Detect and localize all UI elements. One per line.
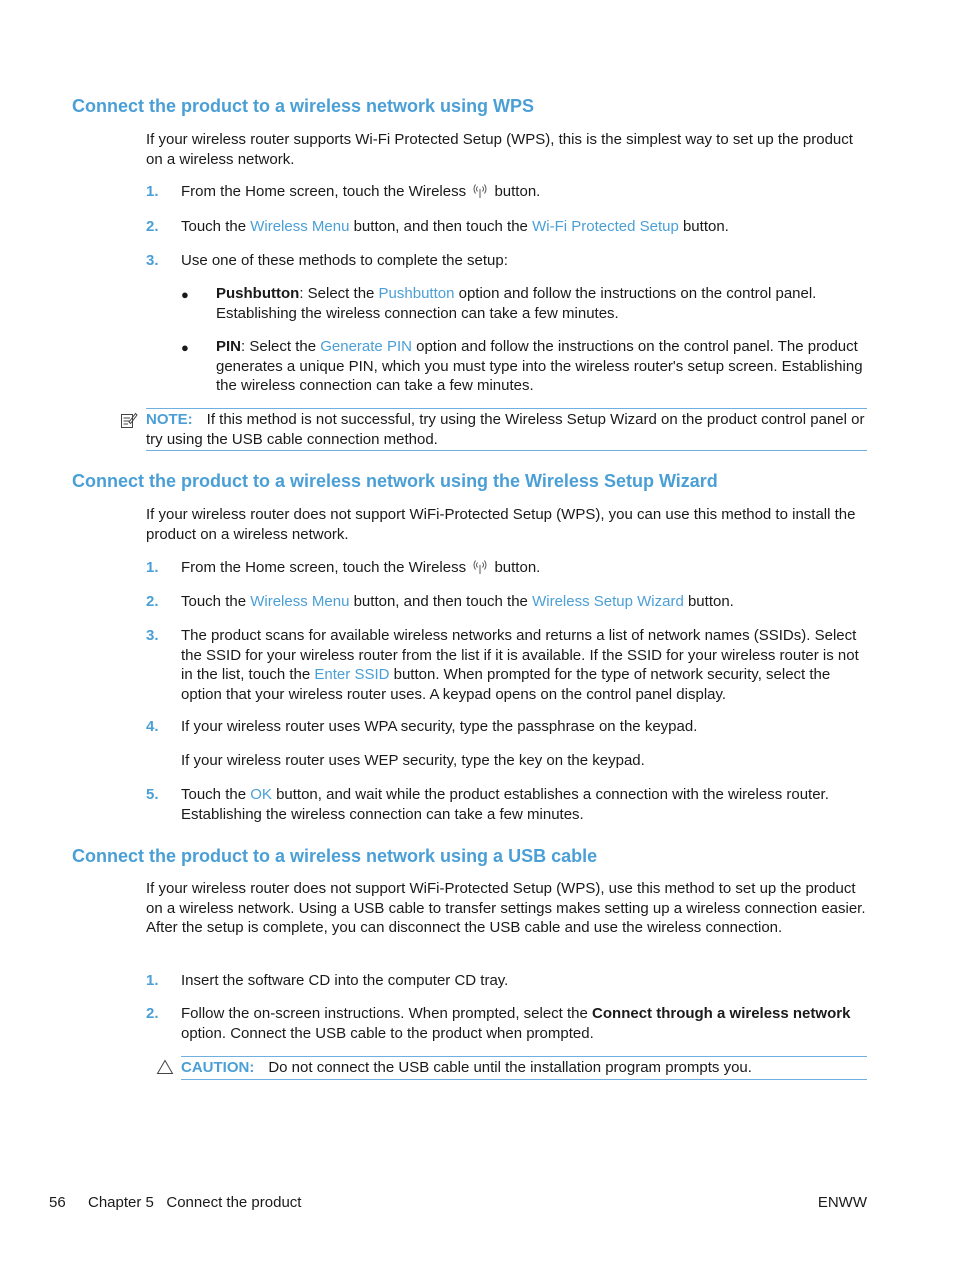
ok-link: OK (250, 786, 272, 803)
step-text (181, 558, 869, 578)
step-text (181, 182, 869, 202)
section-heading-wps: Connect the product to a wireless network using WPS (72, 96, 535, 116)
wireless-icon (472, 559, 488, 575)
bold-term: Pushbutton (216, 285, 300, 302)
text-run: button, and wait while the product establishes a connection with the wireless router. Establishing the wireless connection can take a few minutes. (181, 786, 829, 823)
caution-text: Do not connect the USB cable until the installation program prompts you. (268, 1059, 752, 1076)
step-number: 2. (146, 593, 159, 610)
caution-label: CAUTION: (181, 1059, 255, 1076)
step-number: 1. (146, 559, 159, 576)
bullet-dot: ● (181, 287, 189, 302)
caution-box (181, 1056, 867, 1080)
step-text-pre: From the Home screen, touch the Wireless (181, 559, 467, 576)
chapter-label: Chapter 5 Connect the product (88, 1194, 302, 1211)
text-run: button. (678, 218, 729, 235)
enter-ssid-link: Enter SSID (314, 666, 390, 683)
text-run: Touch the (181, 786, 251, 803)
footer-right: ENWW (817, 1194, 867, 1211)
bold-term: PIN (216, 338, 242, 355)
generate-pin-link: Generate PIN (320, 338, 412, 355)
text-run: option. Connect the USB cable to the product when prompted. (181, 1024, 594, 1042)
step-number: 3. (146, 627, 159, 644)
wireless-menu-link: Wireless Menu (250, 593, 350, 610)
section-intro: If your wireless router supports Wi-Fi Protected Setup (WPS), this is the simplest way to set up the product on a wireless network. (146, 131, 853, 168)
bullet-dot: ● (181, 340, 189, 355)
step-text: Use one of these methods to complete the setup: (181, 252, 508, 269)
step-number: 1. (146, 183, 159, 200)
bold-option: Connect through a wireless network (592, 1005, 851, 1022)
step-text (181, 592, 869, 612)
step-text (181, 1004, 869, 1043)
step-text (181, 217, 869, 237)
text-run: button. (683, 593, 734, 610)
text-run: option and follow the instructions on the control panel. The product generates a unique PIN, which you must type into the wireless router's setup screen. Establishing the wireless connection can take a few minutes. (216, 338, 863, 394)
section-intro: If your wireless router does not support WiFi-Protected Setup (WPS), use this method to set up the product on a wireless network. Using a USB cable to transfer settings makes setting up a wireless connection easier. After the setup is complete, you can disconnect the USB cable and use the wireless connection. (146, 880, 866, 936)
step-text (181, 785, 869, 824)
step-number: 1. (146, 972, 159, 989)
caution-icon (156, 1059, 174, 1075)
step-text: If your wireless router uses WPA security, type the passphrase on the keypad. (181, 718, 698, 735)
step-text-pre: From the Home screen, touch the Wireless (181, 183, 467, 200)
note-icon (120, 411, 138, 429)
wireless-icon (472, 183, 488, 199)
wireless-menu-link: Wireless Menu (250, 218, 350, 235)
bullet-text (216, 284, 871, 323)
text-run: option and follow the instructions on the control panel. Establishing the wireless connection can take a few minutes. (216, 285, 817, 322)
note-box (146, 408, 867, 451)
step-text-post: button. (494, 559, 541, 576)
wireless-setup-wizard-link: Wireless Setup Wizard (532, 593, 684, 610)
wifi-protected-setup-link: Wi-Fi Protected Setup (532, 218, 679, 235)
text-run: button, and then touch the (349, 593, 533, 610)
bullet-text (216, 337, 871, 396)
text-run: Follow the on-screen instructions. When prompted, select the (181, 1005, 593, 1022)
step-text-post: button. (494, 183, 541, 200)
text-run: The product scans for available wireless networks and returns a list of network names (SSIDs). Select the SSID for your wireless router from the list if it is available. If the SSID for your wireless router is not in the list, touch the (181, 627, 859, 683)
step-text-extra: If your wireless router uses WEP security, type the key on the keypad. (181, 752, 645, 769)
step-number: 3. (146, 252, 159, 269)
note-text: If this method is not successful, try using the Wireless Setup Wizard on the product control panel or try using the USB cable connection method. (146, 411, 865, 448)
step-number: 2. (146, 1005, 159, 1022)
step-number: 2. (146, 218, 159, 235)
section-intro: If your wireless router does not support WiFi-Protected Setup (WPS), you can use this method to install the product on a wireless network. (146, 506, 856, 543)
step-text (181, 626, 869, 704)
pushbutton-link: Pushbutton (378, 285, 455, 302)
text-run: : Select the (299, 285, 379, 302)
text-run: Touch the (181, 593, 251, 610)
note-label: NOTE: (146, 411, 193, 428)
section-heading-wizard: Connect the product to a wireless network using the Wireless Setup Wizard (72, 471, 718, 491)
step-text: Insert the software CD into the computer CD tray. (181, 972, 509, 989)
section-heading-usb: Connect the product to a wireless network using a USB cable (72, 846, 598, 866)
step-number: 4. (146, 718, 159, 735)
text-run: Touch the (181, 218, 251, 235)
text-run: button. When prompted for the type of network security, select the option that your wireless router uses. A keypad opens on the control panel display. (181, 666, 831, 703)
step-number: 5. (146, 786, 159, 803)
page-number: 56 (49, 1194, 66, 1211)
text-run: : Select the (241, 338, 321, 355)
text-run: button, and then touch the (349, 218, 533, 235)
